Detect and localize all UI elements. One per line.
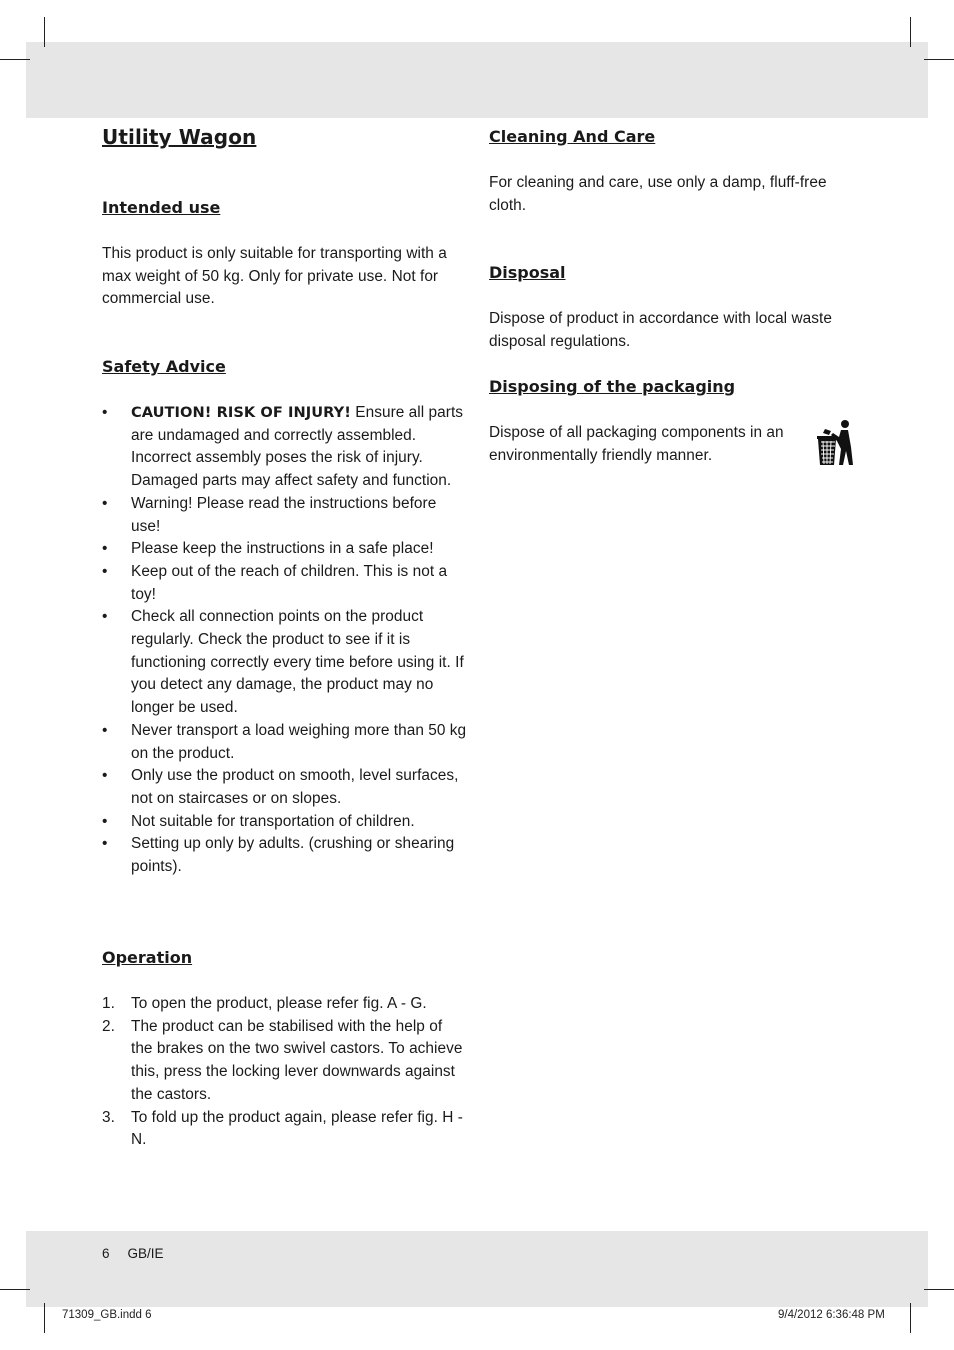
safety-item-text: Check all connection points on the product regularly. Check the product to see if it is functioning correctly every time before using it. If you detect any damage, the product may no longer be used. bbox=[131, 608, 464, 717]
crop-mark-bottom-right-vertical bbox=[910, 1303, 911, 1333]
list-item bbox=[102, 538, 468, 561]
caution-lead: CAUTION! RISK OF INJURY! bbox=[131, 404, 351, 421]
list-item bbox=[102, 993, 468, 1016]
crop-mark-bottom-left-horizontal bbox=[0, 1289, 30, 1290]
cleaning-heading: Cleaning And Care bbox=[489, 127, 656, 146]
safety-item-text: Only use the product on smooth, level surfaces, not on staircases or on slopes. bbox=[131, 767, 459, 807]
page-footer bbox=[102, 1246, 182, 1261]
safety-advice-heading: Safety Advice bbox=[102, 357, 226, 376]
operation-steps bbox=[102, 993, 468, 1152]
step-number: 1. bbox=[102, 995, 115, 1012]
crop-mark-top-right-vertical bbox=[910, 17, 911, 47]
step-text: The product can be stabilised with the help of the brakes on the two swivel castors. To achieve this, press the locking lever downwards against the castors. bbox=[131, 1017, 463, 1103]
step-text: To open the product, please refer fig. A - G. bbox=[131, 995, 427, 1012]
crop-mark-top-left-horizontal bbox=[0, 59, 30, 60]
cleaning-text: For cleaning and care, use only a damp, fluff-free cloth. bbox=[489, 174, 827, 214]
step-text: To fold up the product again, please refer fig. H - N. bbox=[131, 1108, 463, 1149]
list-item bbox=[102, 402, 468, 493]
bullet-marker: • bbox=[102, 562, 108, 580]
list-item bbox=[102, 720, 468, 765]
list-item bbox=[102, 811, 468, 834]
crop-mark-bottom-left-vertical bbox=[44, 1303, 45, 1333]
tidyman-recycle-bin-icon bbox=[815, 419, 855, 469]
print-slug-file: 71309_GB.indd 6 bbox=[62, 1309, 152, 1321]
list-item bbox=[102, 1107, 468, 1152]
operation-heading: Operation bbox=[102, 948, 193, 967]
bullet-marker: • bbox=[102, 608, 108, 626]
document-title: Utility Wagon bbox=[102, 125, 257, 149]
crop-mark-bottom-right-horizontal bbox=[924, 1289, 954, 1290]
disposal-text: Dispose of product in accordance with local waste disposal regulations. bbox=[489, 310, 832, 350]
bullet-marker: • bbox=[102, 404, 108, 421]
list-item bbox=[102, 606, 468, 720]
bullet-marker: • bbox=[102, 767, 108, 785]
safety-item-text: Setting up only by adults. (crushing or shearing points). bbox=[131, 835, 455, 876]
crop-mark-top-left-vertical bbox=[44, 17, 45, 47]
step-number: 3. bbox=[102, 1108, 115, 1126]
footer-band bbox=[26, 1231, 928, 1307]
bullet-marker: • bbox=[102, 835, 108, 853]
bullet-marker: • bbox=[102, 721, 108, 739]
page-number: 6 bbox=[102, 1246, 110, 1261]
bullet-marker: • bbox=[102, 494, 108, 512]
caution-text: Ensure all parts are undamaged and correctly assembled. Incorrect assembly poses the risk of injury. Damaged parts may affect safety and function. bbox=[131, 404, 464, 490]
list-item bbox=[102, 765, 468, 810]
intended-use-text: This product is only suitable for transporting with a max weight of 50 kg. Only for private use. Not for commercial use. bbox=[102, 245, 447, 308]
list-item bbox=[102, 561, 468, 606]
header-band bbox=[26, 42, 928, 118]
safety-item-text: Warning! Please read the instructions before use! bbox=[131, 494, 437, 535]
disposal-heading: Disposal bbox=[489, 263, 566, 282]
safety-advice-list bbox=[102, 402, 468, 879]
safety-item-text: Never transport a load weighing more than 50 kg on the product. bbox=[131, 721, 467, 762]
list-item bbox=[102, 833, 468, 878]
bullet-marker: • bbox=[102, 540, 108, 558]
safety-item-text: Keep out of the reach of children. This is not a toy! bbox=[131, 562, 448, 603]
safety-item-text: Please keep the instructions in a safe place! bbox=[131, 540, 434, 558]
list-item bbox=[102, 493, 468, 538]
locale-code: GB/IE bbox=[127, 1246, 164, 1261]
safety-item-text: Not suitable for transportation of children. bbox=[131, 812, 415, 830]
intended-use-heading: Intended use bbox=[102, 198, 221, 217]
step-number: 2. bbox=[102, 1017, 115, 1035]
crop-mark-top-right-horizontal bbox=[924, 59, 954, 60]
print-slug-timestamp: 9/4/2012 6:36:48 PM bbox=[778, 1309, 885, 1321]
list-item bbox=[102, 1016, 468, 1107]
packaging-heading: Disposing of the packaging bbox=[489, 377, 736, 396]
bullet-marker: • bbox=[102, 812, 108, 830]
packaging-text: Dispose of all packaging components in an environmentally friendly manner. bbox=[489, 424, 784, 464]
